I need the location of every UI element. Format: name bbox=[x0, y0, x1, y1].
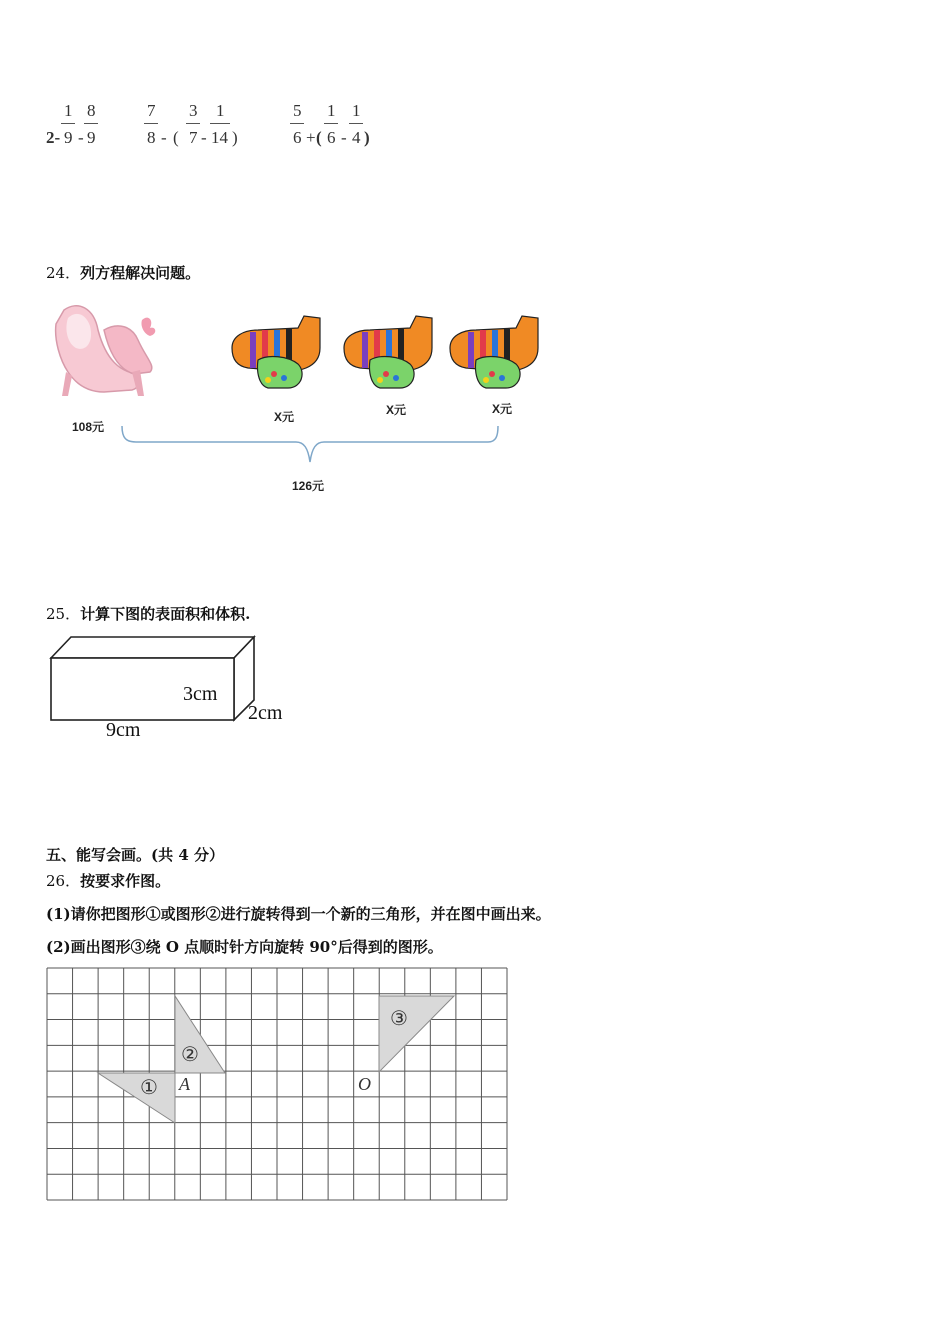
expr1-numerator-1: 1 bbox=[64, 101, 73, 120]
sock-pair-icon bbox=[344, 316, 432, 388]
expr3-denominator-2: 6 bbox=[327, 128, 336, 147]
cuboid-figure bbox=[46, 630, 266, 730]
grid-figure bbox=[45, 966, 509, 1202]
width-label: 2cm bbox=[248, 702, 283, 724]
expr3-operator-2: - bbox=[341, 128, 347, 147]
point-a-label: A bbox=[179, 1074, 190, 1094]
expr3-denominator-3: 4 bbox=[352, 128, 361, 147]
sock-pair-icon bbox=[450, 316, 538, 388]
shape-1 bbox=[98, 1073, 175, 1123]
shape-1-label: ① bbox=[140, 1077, 158, 1099]
expr3-numerator-2: 1 bbox=[327, 101, 336, 120]
expr3-denominator-1: 6 bbox=[293, 128, 302, 147]
expr1-operator-1: - bbox=[78, 128, 84, 147]
expr3-operator-1: + bbox=[306, 128, 316, 147]
question-number: 25． bbox=[46, 605, 81, 623]
expr3-numerator-1: 5 bbox=[293, 101, 302, 120]
question-24 bbox=[46, 262, 200, 283]
brace bbox=[122, 426, 498, 462]
expr2-numerator-2: 3 bbox=[189, 101, 198, 120]
expr2-operator-2: - bbox=[201, 128, 207, 147]
length-label: 9cm bbox=[106, 719, 141, 741]
fraction-bar bbox=[349, 123, 363, 124]
question-26-part-2: (2)画出图形③绕 O 点顺时针方向旋转 90°后得到的图形。 bbox=[46, 938, 443, 956]
expr3-numerator-3: 1 bbox=[352, 101, 361, 120]
question-26 bbox=[46, 870, 170, 891]
expr1-denominator-2: 9 bbox=[87, 128, 96, 147]
question-26-part-1: (1)请你把图形①或图形②进行旋转得到一个新的三角形，并在图中画出来。 bbox=[46, 905, 551, 923]
sock-pair-icon bbox=[232, 316, 320, 388]
fraction-bar bbox=[186, 123, 200, 124]
question-text: 列方程解决问题。 bbox=[80, 264, 201, 282]
section-title: 五、能写会画。(共 4 分） bbox=[46, 846, 224, 864]
shoes-price-figure bbox=[46, 300, 546, 500]
shape-3-label: ③ bbox=[390, 1008, 408, 1030]
expr3-right-paren: ) bbox=[364, 128, 370, 147]
fraction-bar bbox=[324, 123, 338, 124]
fraction-bar bbox=[144, 123, 158, 124]
question-number: 24． bbox=[46, 264, 81, 282]
fraction-bar bbox=[84, 123, 98, 124]
question-25 bbox=[46, 603, 250, 624]
fraction-bar bbox=[290, 123, 304, 124]
expr2-denominator-2: 7 bbox=[189, 128, 198, 147]
total-price-label: 126元 bbox=[292, 479, 325, 493]
high-heel-shoes-icon bbox=[56, 306, 156, 396]
height-label: 3cm bbox=[183, 683, 218, 705]
question-number: 26． bbox=[46, 872, 81, 890]
expr2-right-paren: ) bbox=[232, 128, 238, 147]
fraction-bar bbox=[210, 123, 230, 124]
question-text: 按要求作图。 bbox=[80, 872, 171, 890]
shape-2-label: ② bbox=[181, 1044, 199, 1066]
expr1-lead: 2- bbox=[46, 128, 61, 147]
expr3-left-paren: ( bbox=[316, 128, 322, 147]
expr1-denominator-1: 9 bbox=[64, 128, 73, 147]
expr2-denominator-3: 14 bbox=[211, 128, 228, 147]
fraction-bar bbox=[61, 123, 75, 124]
sock-price-label: X元 bbox=[386, 403, 407, 417]
question-text: 计算下图的表面积和体积. bbox=[80, 605, 251, 623]
expr2-numerator-3: 1 bbox=[216, 101, 225, 120]
expr2-operator-1: - bbox=[161, 128, 167, 147]
expr2-numerator-1: 7 bbox=[147, 101, 156, 120]
expr2-denominator-1: 8 bbox=[147, 128, 156, 147]
sock-price-label: X元 bbox=[274, 410, 295, 424]
point-o-label: O bbox=[358, 1074, 371, 1094]
expr2-left-paren: ( bbox=[173, 128, 179, 147]
sock-price-label: X元 bbox=[492, 402, 513, 416]
shoe-price-label: 108元 bbox=[72, 420, 105, 434]
expr1-numerator-2: 8 bbox=[87, 101, 96, 120]
